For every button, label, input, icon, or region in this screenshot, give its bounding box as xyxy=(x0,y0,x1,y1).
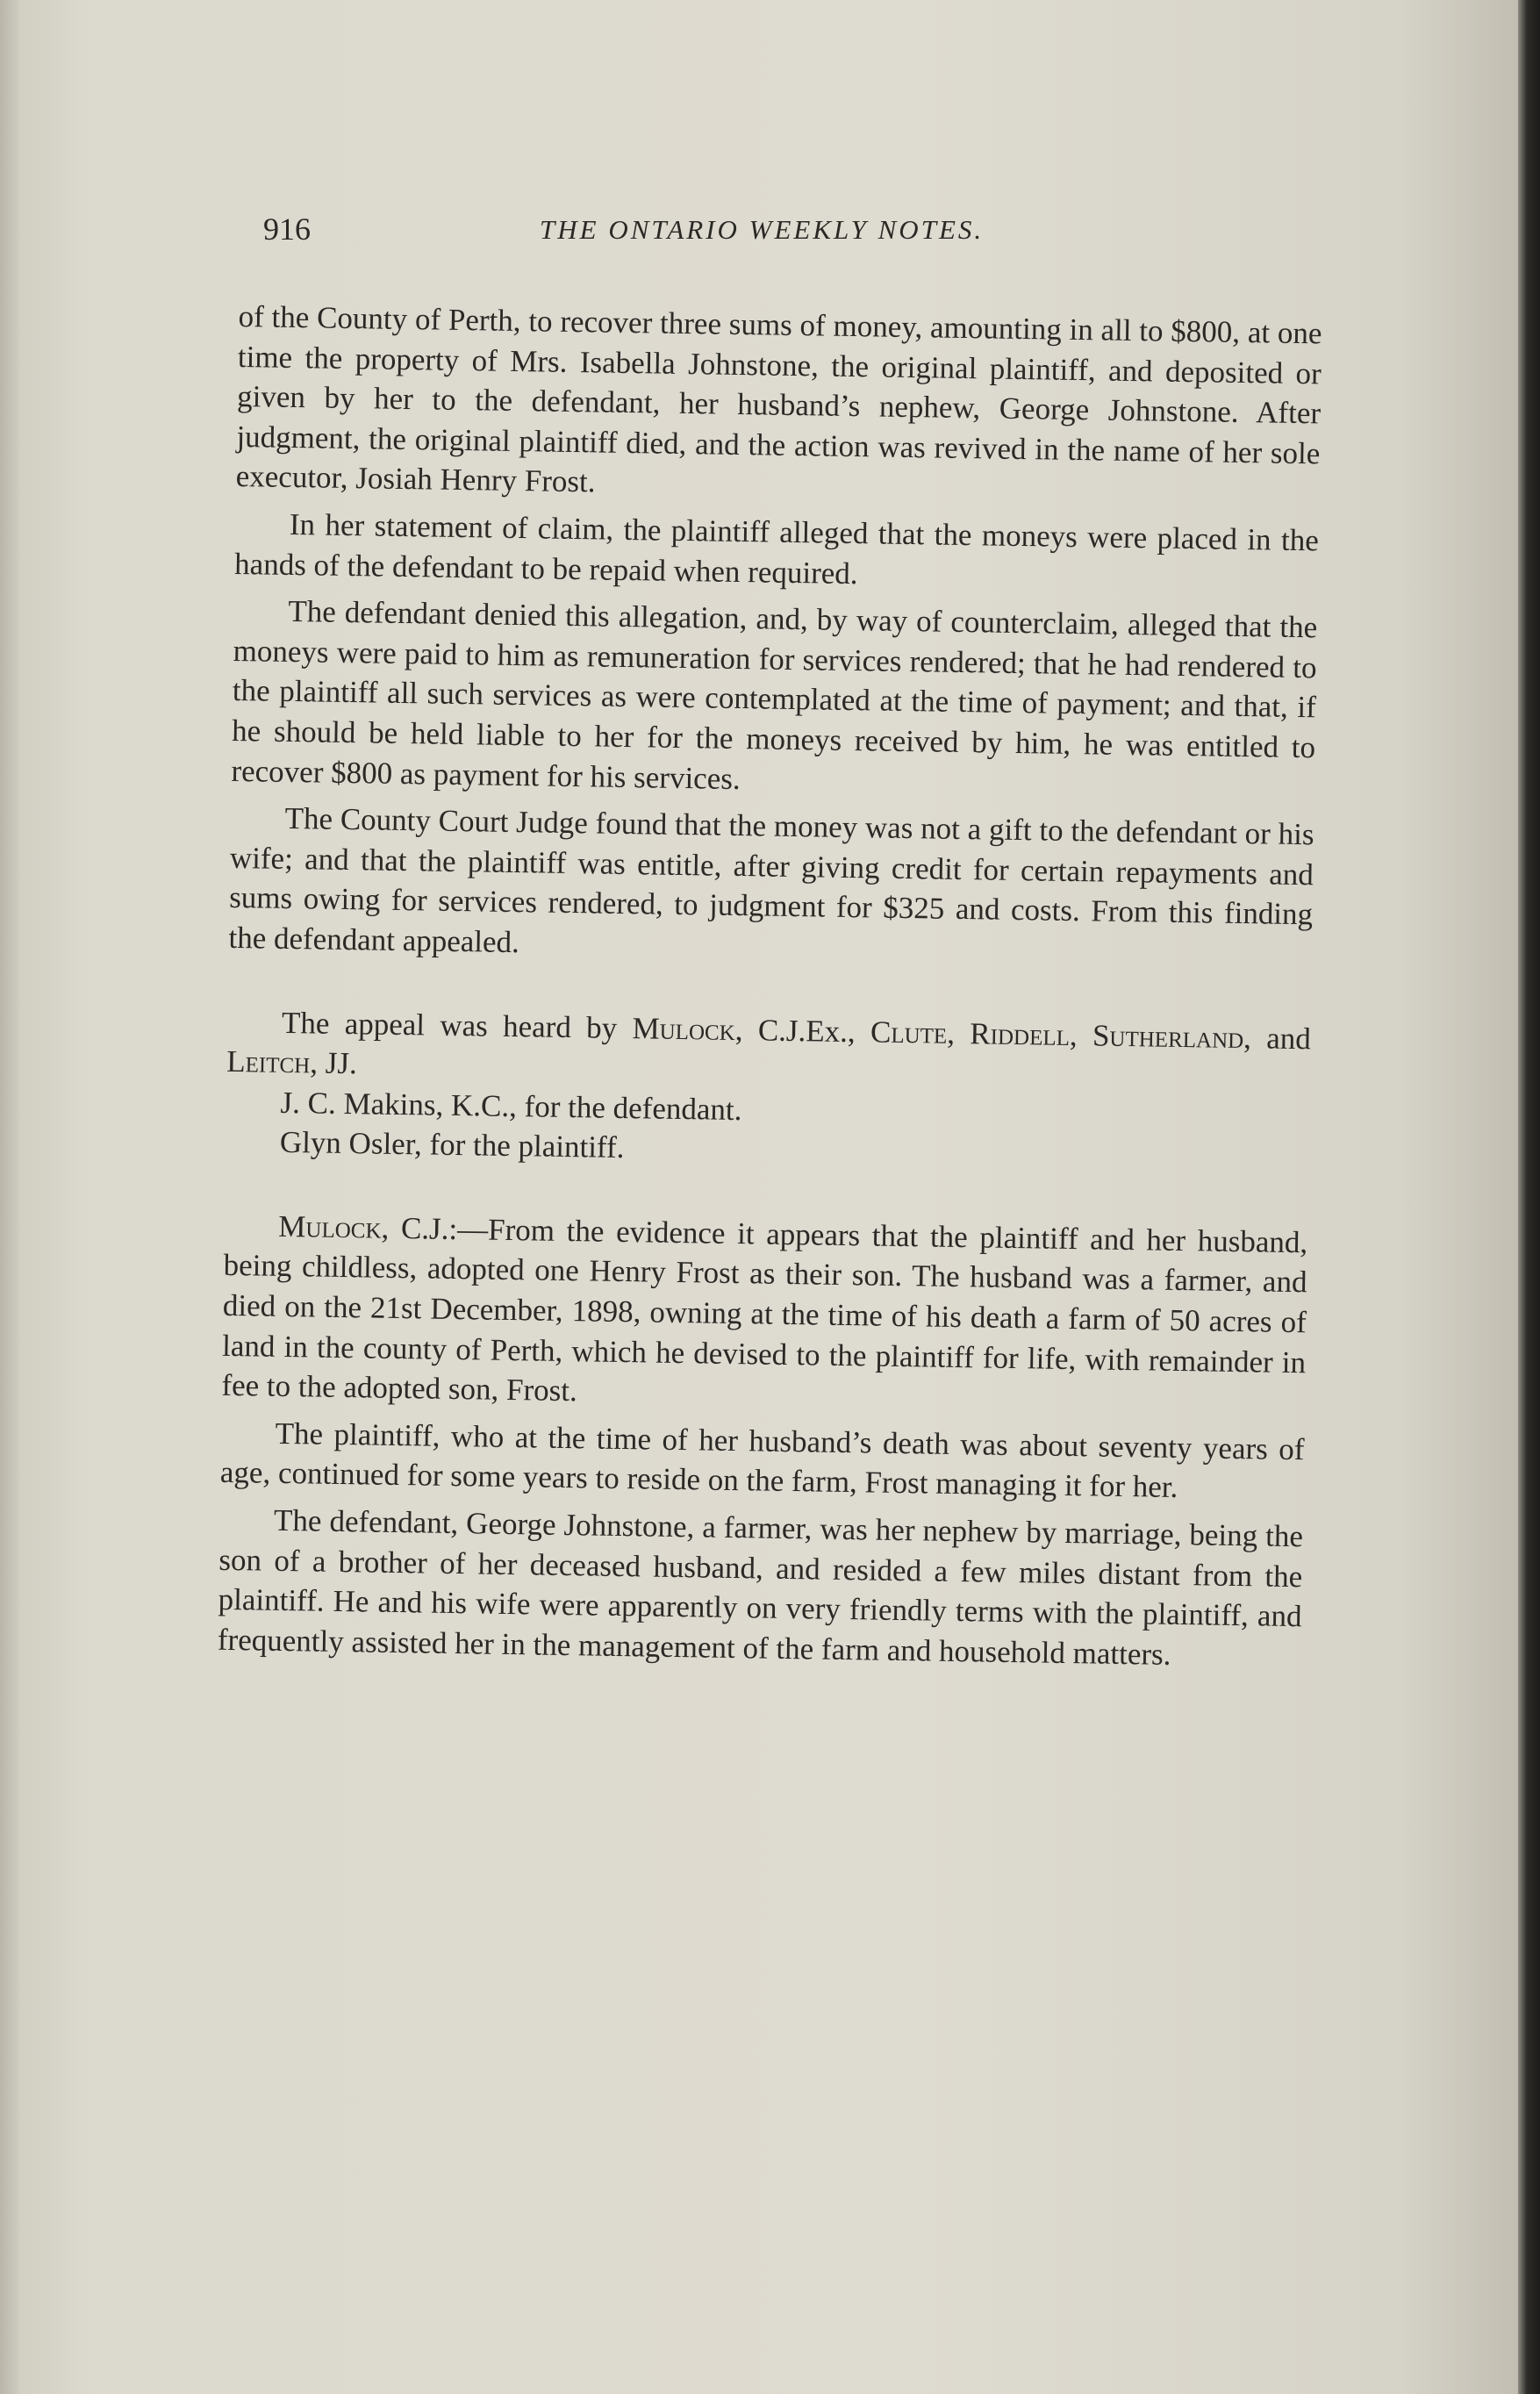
appeal-suffix: , JJ. xyxy=(309,1045,358,1081)
appeal-separator: , C.J.Ex., xyxy=(734,1012,871,1049)
judge-name: Leitch xyxy=(226,1043,311,1080)
appeal-separator: , xyxy=(946,1015,971,1050)
page-left-edge xyxy=(0,0,19,2394)
judge-name: Riddell xyxy=(970,1015,1071,1052)
judge-name: Mulock xyxy=(632,1010,736,1047)
paragraph-defendant-nephew: The defendant, George Johnstone, a farmer, was her nephew by marriage, being the son of a brother of her deceased husband, and resided a few miles distant from the plaintiff. He and his wife were apparently on very friendly terms with the plaintiff, and frequently assisted her in the management of the farm and household matters. xyxy=(217,1502,1304,1672)
judgment-judge: Mulock xyxy=(278,1208,382,1245)
appeal-separator: , and xyxy=(1243,1020,1312,1056)
appeal-prefix: The appeal was heard by xyxy=(281,1005,633,1045)
counsel-plaintiff: Glyn Osler, for the plaintiff. xyxy=(279,1125,625,1165)
body-text xyxy=(218,297,1322,1677)
paragraph-plaintiff-age: The plaintiff, who at the time of her husband’s death was about seventy years of age, continued for some years to reside on the farm, Frost managing it for her. xyxy=(219,1416,1305,1505)
paragraph-counterclaim: The defendant denied this allegation, and, by way of counterclaim, alleged that the moneys were paid to him as remuneration for services rendered; that he had rendered to the plaintiff all such services as were contemplated at the time of payment; and that, if he should be held liable to her for the moneys received by him, he was entitled to recover $800 as payment for his services. xyxy=(231,594,1318,796)
judgment-opening xyxy=(221,1206,1307,1423)
judge-name: Sutherland xyxy=(1092,1017,1244,1055)
judgment-title: , C.J.:— xyxy=(381,1210,489,1247)
counsel-defendant: J. C. Makins, K.C., for the defendant. xyxy=(280,1085,742,1127)
page-number: 916 xyxy=(263,211,311,247)
judge-name: Clute xyxy=(870,1014,948,1050)
page-header xyxy=(263,211,1316,254)
paragraph-county-court-finding: The County Court Judge found that the money was not a gift to the defendant or his wife; and that the plaintiff was entitle, after giving credit for certain repayments and sums owing for services rendered, to judgment for $325 and costs. From this finding the defendant appealed. xyxy=(228,801,1314,960)
paragraph-statement-of-claim: In her statement of claim, the plaintiff alleged that the moneys were placed in the hands of the defendant to be repaid when required. xyxy=(233,506,1320,591)
judgment-text: From the evidence it appears that the plaintiff and her husband, being childless, adopted one Henry Frost as their son. The husband was a farmer, and died on the 21st December, 1898, owning at the time of his death a farm of 50 acres of land in the county of Perth, which he devised to the plaintiff for life, with remainder in fee to the adopted son, Frost. xyxy=(221,1212,1308,1408)
book-binding-shadow xyxy=(1518,0,1540,2394)
appeal-separator: , xyxy=(1069,1017,1093,1052)
running-head: THE ONTARIO WEEKLY NOTES. xyxy=(540,214,985,245)
paragraph-continued: of the County of Perth, to recover three sums of money, amounting in all to $800, at one time the property of Mrs. Isabella Johnstone, the original plaintiff, and deposited or given by her to the defendant, her husband’s nephew, George Johnstone. After judgment, the original plaintiff died, and the action was revived in the name of her sole executor, Josiah Henry Frost. xyxy=(235,298,1322,499)
